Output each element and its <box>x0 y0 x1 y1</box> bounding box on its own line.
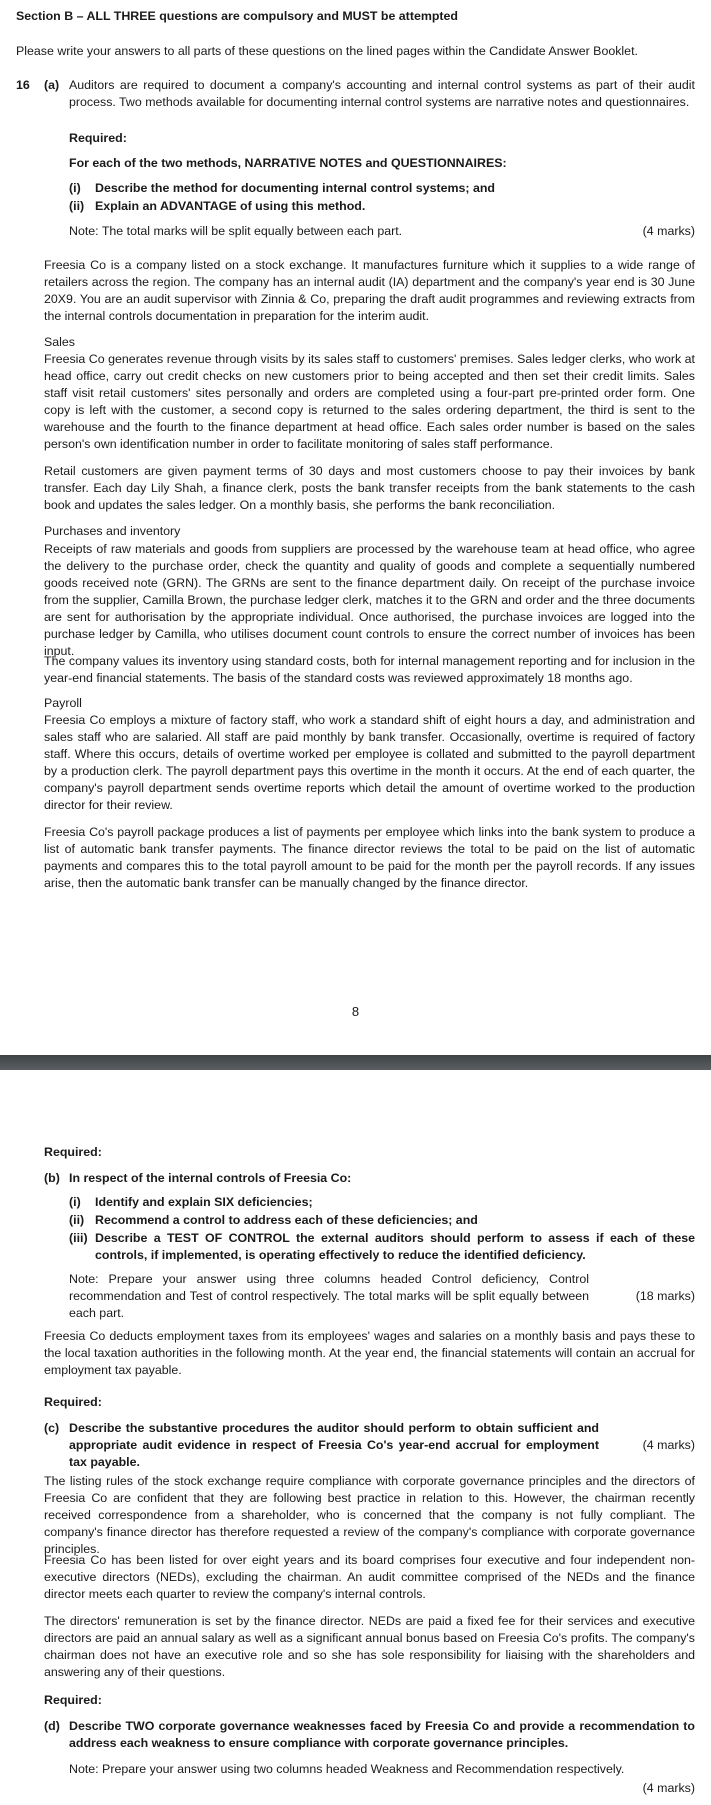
part-b-marks: (18 marks) <box>635 1289 695 1303</box>
part-a-i-text: Describe the method for documenting internal control systems; and <box>95 181 496 195</box>
section-heading: Section B – ALL THREE questions are compulsory and MUST be attempted <box>16 9 459 23</box>
purchases-heading: Purchases and inventory <box>44 524 181 538</box>
governance-paragraph-3: The directors' remuneration is set by the finance director. NEDs are paid a fixed fee for their services and executive directors are paid an annual salary as well as a significant annual bonus based on Freesia Co's profits. The company's chairman does not have an executive role and so she has sole responsibility for liaising with the shareholders and answering any of their questions. <box>44 1614 695 1679</box>
part-a-marks: (4 marks) <box>642 224 695 238</box>
part-b-text: In respect of the internal controls of Freesia Co: <box>69 1171 352 1185</box>
part-b-i-label: (i) <box>69 1195 81 1209</box>
instruction-text: Please write your answers to all parts of these questions on the lined pages within the Candidate Answer Booklet. <box>16 44 638 58</box>
sales-heading: Sales <box>44 335 75 349</box>
payroll-paragraph-2: Freesia Co's payroll package produces a list of payments per employee which links into the bank system to produce a list of automatic bank transfer payments. The finance director reviews the total to be paid on the list of automatic payments and compares this to the total payroll amount to be paid for the month per the payroll records. If any issues arise, then the automatic bank transfer can be manually changed by the finance director. <box>44 825 695 890</box>
employment-tax-paragraph: Freesia Co deducts employment taxes from its employees' wages and salaries on a monthly basis and pays these to the local taxation authorities in the following month. At the year end, the financial statements will contain an accrual for employment tax payable. <box>44 1329 695 1377</box>
purchases-paragraph-2: The company values its inventory using standard costs, both for internal management reporting and for inclusion in the year-end financial statements. The basis of the standard costs was reviewed approximately 18 months ago. <box>44 654 695 685</box>
required-label: Required: <box>44 1693 102 1707</box>
part-d-marks: (4 marks) <box>642 1781 695 1795</box>
part-a-note-row <box>69 223 695 240</box>
sales-paragraph-1: Freesia Co generates revenue through visits by its sales staff to customers' premises. Sales ledger clerks, who work at head office, carry out credit checks on new customers prior to being accepted and then set their credit limits. Sales staff visit retail customers' sites personally and orders are completed using a four-part pre-printed order form. One copy is left with the customer, a second copy is returned to the sales ordering department, the third is sent to the warehouse and the fourth to the finance department at head office. Each sales order number is based on the sales person's own identification number in order to facilitate monitoring of sales staff performance. <box>44 352 695 451</box>
payroll-paragraph-1: Freesia Co employs a mixture of factory staff, who work a standard shift of eight hours a day, and administration and sales staff who are salaried. All staff are paid monthly by bank transfer. Occasionally, overtime is required of factory staff. Where this occurs, details of overtime worked per employee is collated and submitted to the payroll department by a production clerk. The payroll department pays this overtime in the month it occurs. At the end of each quarter, the company's payroll department sends overtime reports which detail the amount of overtime worked to the production director for their review. <box>44 713 695 812</box>
part-a-note: Note: The total marks will be split equally between each part. <box>69 224 403 238</box>
sales-paragraph-2: Retail customers are given payment terms of 30 days and most customers choose to pay their invoices by bank transfer. Each day Lily Shah, a finance clerk, posts the bank transfer receipts from the bank statements to the cash book and updates the sales ledger. On a monthly basis, she performs the bank reconciliation. <box>44 464 695 512</box>
part-b-note: Note: Prepare your answer using three columns headed Control deficiency, Control recommendation and Test of control respectively. The total marks will be split equally between each part. <box>69 1272 589 1320</box>
required-label: Required: <box>44 1145 102 1159</box>
part-c-marks: (4 marks) <box>642 1438 695 1452</box>
part-a-text: Auditors are required to document a company's accounting and internal control systems as part of their audit process. Two methods available for documenting internal control systems are narrative notes and questionnaires. <box>69 78 695 109</box>
case-intro: Freesia Co is a company listed on a stock exchange. It manufactures furniture which it supplies to a wide range of retailers across the region. The company has an internal audit (IA) department and the company's year end is 30 June 20X9. You are an audit supervisor with Zinnia & Co, preparing the draft audit programmes and reviewing extracts from the internal controls documentation in preparation for the interim audit. <box>44 258 695 323</box>
page-separator <box>0 1055 711 1070</box>
part-c-text: Describe the substantive procedures the auditor should perform to obtain sufficient and appropriate audit evidence in respect of Freesia Co's year-end accrual for employment tax payable. <box>69 1421 599 1469</box>
part-b-i-text: Identify and explain SIX deficiencies; <box>95 1195 313 1209</box>
required-label: Required: <box>44 1395 102 1409</box>
exam-page-9 <box>0 1070 711 1805</box>
part-b-iii-text: Describe a TEST OF CONTROL the external auditors should perform to assess if each of these controls, if implemented, is operating effectively to reduce the identified deficiency. <box>95 1231 695 1262</box>
required-label: Required: <box>69 131 127 145</box>
part-c-label: (c) <box>44 1421 60 1435</box>
part-b-label: (b) <box>44 1171 60 1185</box>
part-b-ii-text: Recommend a control to address each of these deficiencies; and <box>95 1213 478 1227</box>
part-a-label: (a) <box>44 78 60 92</box>
page-number: 8 <box>351 1004 360 1019</box>
part-d-label: (d) <box>44 1719 60 1733</box>
part-b-ii-label: (ii) <box>69 1213 85 1227</box>
governance-paragraph-2: Freesia Co has been listed for over eight years and its board comprises four executive and four independent non-executive directors (NEDs), excluding the chairman. An audit committee comprised of the NEDs and the finance director meets each quarter to review the company's internal controls. <box>44 1553 695 1601</box>
purchases-paragraph-1: Receipts of raw materials and goods from suppliers are processed by the warehouse team at head office, who agree the delivery to the purchase order, check the quantity and quality of goods and complete a sequentially numbered goods received note (GRN). The GRNs are sent to the finance department daily. On receipt of the purchase invoice from the supplier, Camilla Brown, the purchase ledger clerk, matches it to the GRN and order and the three documents are sent for authorisation by the appropriate individual. Once authorised, the purchase invoices are logged into the purchase ledger by Camilla, who utilises document count controls to ensure the correct number of invoices has been input. <box>44 542 695 658</box>
part-b-note-row <box>69 1271 695 1322</box>
part-c-row <box>69 1420 695 1471</box>
question-number: 16 <box>16 78 30 92</box>
part-b-iii-label: (iii) <box>69 1231 88 1245</box>
governance-paragraph-1: The listing rules of the stock exchange require compliance with corporate governance principles and the directors of Freesia Co are confident that they are following best practice in relation to this. However, the chairman recently received correspondence from a shareholder, who is concerned that the company is not fully compliant. The company's finance director has therefore requested a review of the company's compliance with corporate governance principles. <box>44 1474 695 1556</box>
part-a-i-label: (i) <box>69 181 81 195</box>
payroll-heading: Payroll <box>44 696 82 710</box>
part-d-note: Note: Prepare your answer using two columns headed Weakness and Recommendation respectively. <box>69 1762 625 1776</box>
part-d-text: Describe TWO corporate governance weaknesses faced by Freesia Co and provide a recommendation to address each weakness to ensure compliance with corporate governance principles. <box>69 1719 695 1750</box>
part-a-ii-label: (ii) <box>69 199 85 213</box>
part-a-instruction: For each of the two methods, NARRATIVE NOTES and QUESTIONNAIRES: <box>69 156 507 170</box>
part-a-ii-text: Explain an ADVANTAGE of using this method. <box>95 199 366 213</box>
